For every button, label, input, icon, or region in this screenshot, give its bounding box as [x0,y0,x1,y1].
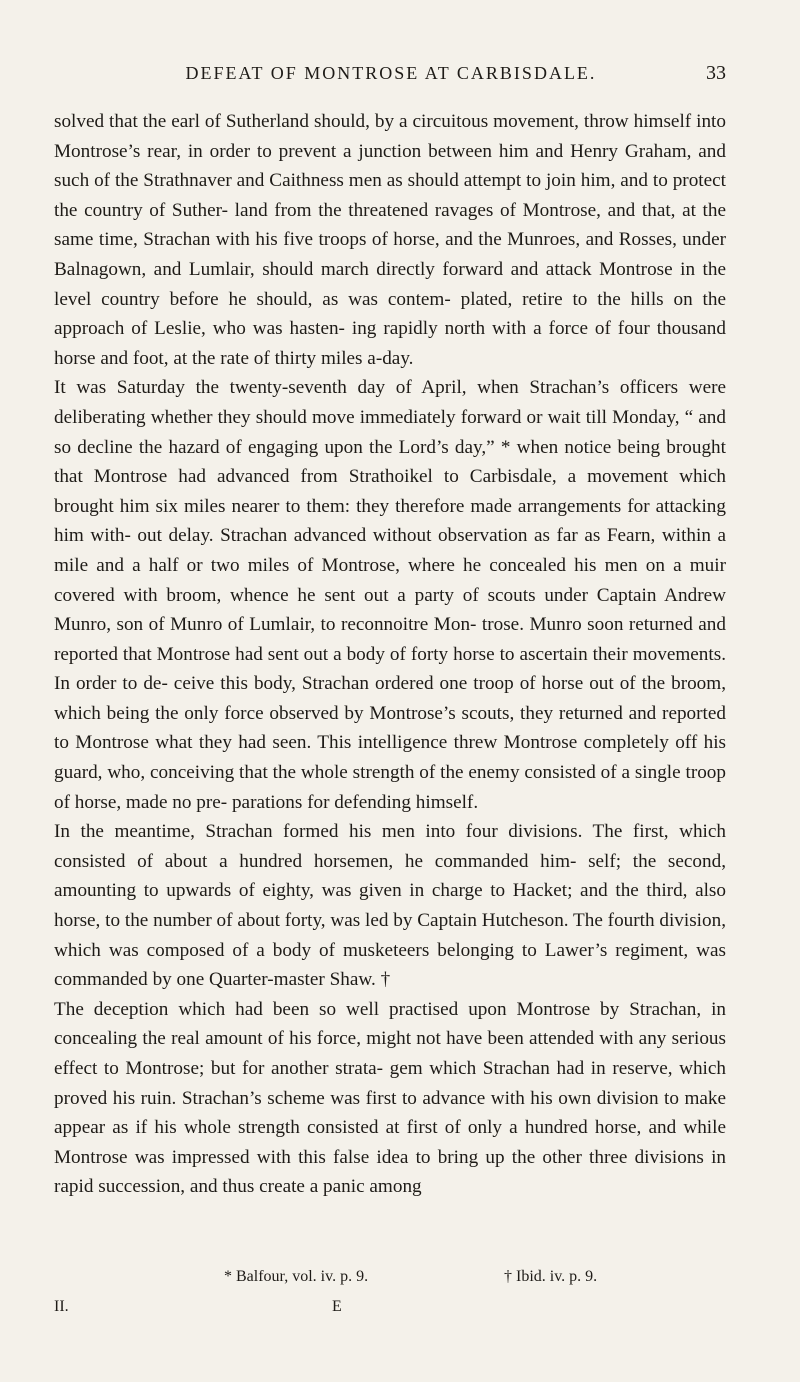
signature-line [54,1293,726,1321]
signature-mark: E [332,1298,342,1315]
running-title: DEFEAT OF MONTROSE AT CARBISDALE. [185,63,597,83]
paragraph: In the meantime, Strachan formed his men into four divisions. The first, which consisted of about a hundred horsemen, he commanded him- self; the second, amounting to upwards of eighty, was given in charge to Hacket; and the third, also horse, to the number of about forty, was led by Captain Hutcheson. The fourth division, which was composed of a body of musketeers belonging to Lawer’s regiment, was commanded by one Quarter-master Shaw. † [54,821,726,991]
paragraph: It was Saturday the twenty-seventh day of April, when Strachan’s officers were deliberating whether they should move immediately forward or wait till Monday, “ and so decline the hazard of engaging upon the Lord’s day,” * when notice being brought that Montrose had advanced from Strathoikel to Carbisdale, a movement which brought him six miles nearer to them: they therefore made arrangements for attacking him with- out delay. Strachan advanced without observation as far as Fearn, within a mile and a half or two miles of Montrose, where he concealed his men on a muir covered with broom, whence he sent out a party of scouts under Captain Andrew Munro, son of Munro of Lumlair, to reconnoitre Mon- trose. Munro soon returned and reported that Montrose had sent out a body of forty horse to ascertain their movements. In order to de- ceive this body, Strachan ordered one troop of horse out of the broom, which being the only force observed by Montrose’s scouts, they returned and reported to Montrose what they had seen. This intelligence threw Montrose completely off his guard, who, conceiving that the whole strength of the enemy consisted of a single troop of horse, made no pre- parations for defending himself. [54,377,726,813]
footnote-1: * Balfour, vol. iv. p. 9. [224,1268,369,1285]
volume-mark: II. [54,1298,69,1315]
footnotes [54,1263,726,1291]
body-text [54,107,726,1202]
paragraph: The deception which had been so well practised upon Montrose by Strachan, in concealing the real amount of his force, might not have been attended with any serious effect to Montrose; but for another strata- gem which Strachan had in reserve, which proved his ruin. Strachan’s scheme was first to advance with his own division to make appear as if his whole strength consisted at first of only a hundred horse, and while Montrose was impressed with this false idea to bring up the other three divisions in rapid succession, and thus create a panic among [54,998,726,1198]
page-number: 33 [706,62,726,84]
paragraph: solved that the earl of Sutherland should, by a circuitous movement, throw himself into Montrose’s rear, in order to prevent a junction between him and Henry Graham, and such of the Strathnaver and Caithness men as should attempt to join him, and to protect the country of Suther- land from the threatened ravages of Montrose, and that, at the same time, Strachan with his five troops of horse, and the Munroes, and Rosses, under Balnagown, and Lumlair, should march directly forward and attack Montrose in the level country before he should, as was contem- plated, retire to the hills on the approach of Leslie, who was hasten- ing rapidly north with a force of four thousand horse and foot, at the rate of thirty miles a-day. [54,111,726,369]
footnote-2: † Ibid. iv. p. 9. [504,1268,598,1285]
running-head [96,58,726,88]
